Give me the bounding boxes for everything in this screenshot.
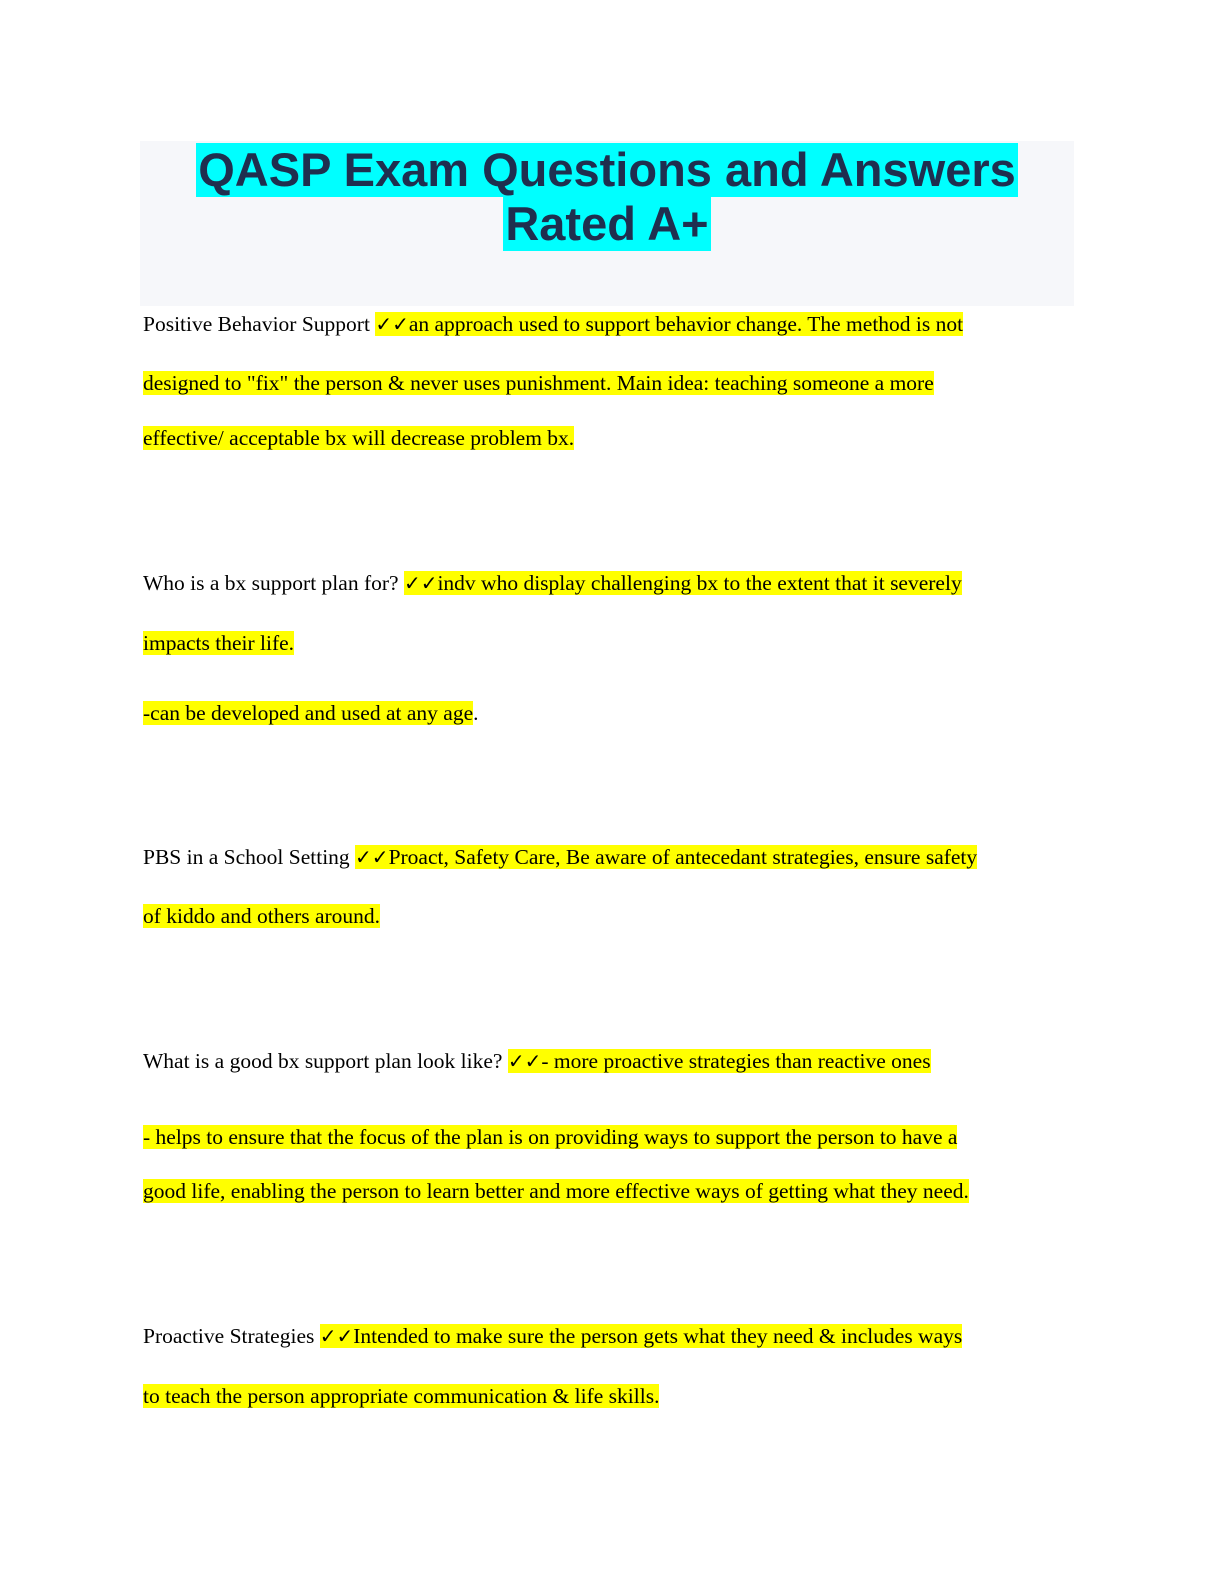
double-check-icon: ✓✓: [319, 1324, 354, 1348]
answer-text: of kiddo and others around.: [143, 904, 381, 928]
qa-entry-2-line-3: [143, 698, 479, 728]
qa-entry-4-line-2: [143, 1122, 957, 1152]
double-check-icon: ✓✓: [375, 312, 409, 336]
qa-entry-2-line-2: [143, 628, 294, 658]
document-title-line-2: Rated A+: [505, 197, 709, 250]
double-check-icon: ✓✓: [355, 845, 389, 869]
document-title-line-1: QASP Exam Questions and Answers: [198, 143, 1016, 196]
question-term: Who is a bx support plan for?: [143, 571, 404, 595]
answer-text: effective/ acceptable bx will decrease problem bx.: [143, 426, 575, 450]
answer-text: - helps to ensure that the focus of the plan is on providing ways to support the person to have a: [143, 1125, 958, 1149]
answer-text: -can be developed and used at any age: [143, 701, 474, 725]
qa-entry-4-line-1: [143, 1046, 931, 1076]
qa-entry-3-line-1: [143, 842, 977, 872]
answer-text: good life, enabling the person to learn better and more effective ways of getting what they need.: [143, 1179, 969, 1203]
double-check-icon: ✓✓: [403, 571, 438, 595]
question-term: PBS in a School Setting: [143, 845, 356, 869]
question-term: Proactive Strategies: [143, 1324, 320, 1348]
qa-entry-2-line-1: [143, 568, 962, 598]
answer-text: to teach the person appropriate communication & life skills.: [143, 1384, 660, 1408]
qa-entry-1-line-2: [143, 368, 934, 398]
answer-text: impacts their life.: [143, 631, 295, 655]
question-term: Positive Behavior Support: [143, 312, 376, 336]
question-term: What is a good bx support plan look like?: [143, 1049, 508, 1073]
qa-entry-3-line-2: [143, 901, 380, 931]
answer-text: Proact, Safety Care, Be aware of antecedant strategies, ensure safety: [388, 845, 978, 869]
qa-entry-1-line-1: [143, 309, 963, 339]
qa-entry-4-line-3: [143, 1176, 969, 1206]
answer-text: Intended to make sure the person gets what they need & includes ways: [353, 1324, 963, 1348]
double-check-icon: ✓✓: [507, 1049, 542, 1073]
answer-text: designed to "fix" the person & never uses punishment. Main idea: teaching someone a more: [143, 371, 934, 395]
answer-text: - more proactive strategies than reactive ones: [541, 1049, 931, 1073]
qa-entry-1-line-3: [143, 423, 574, 453]
title-banner: [140, 141, 1074, 306]
trailing-punctuation: .: [473, 701, 479, 725]
qa-entry-5-line-2: [143, 1381, 659, 1411]
answer-text: an approach used to support behavior change. The method is not: [408, 312, 964, 336]
answer-text: indv who display challenging bx to the extent that it severely: [437, 571, 962, 595]
qa-entry-5-line-1: [143, 1321, 962, 1351]
